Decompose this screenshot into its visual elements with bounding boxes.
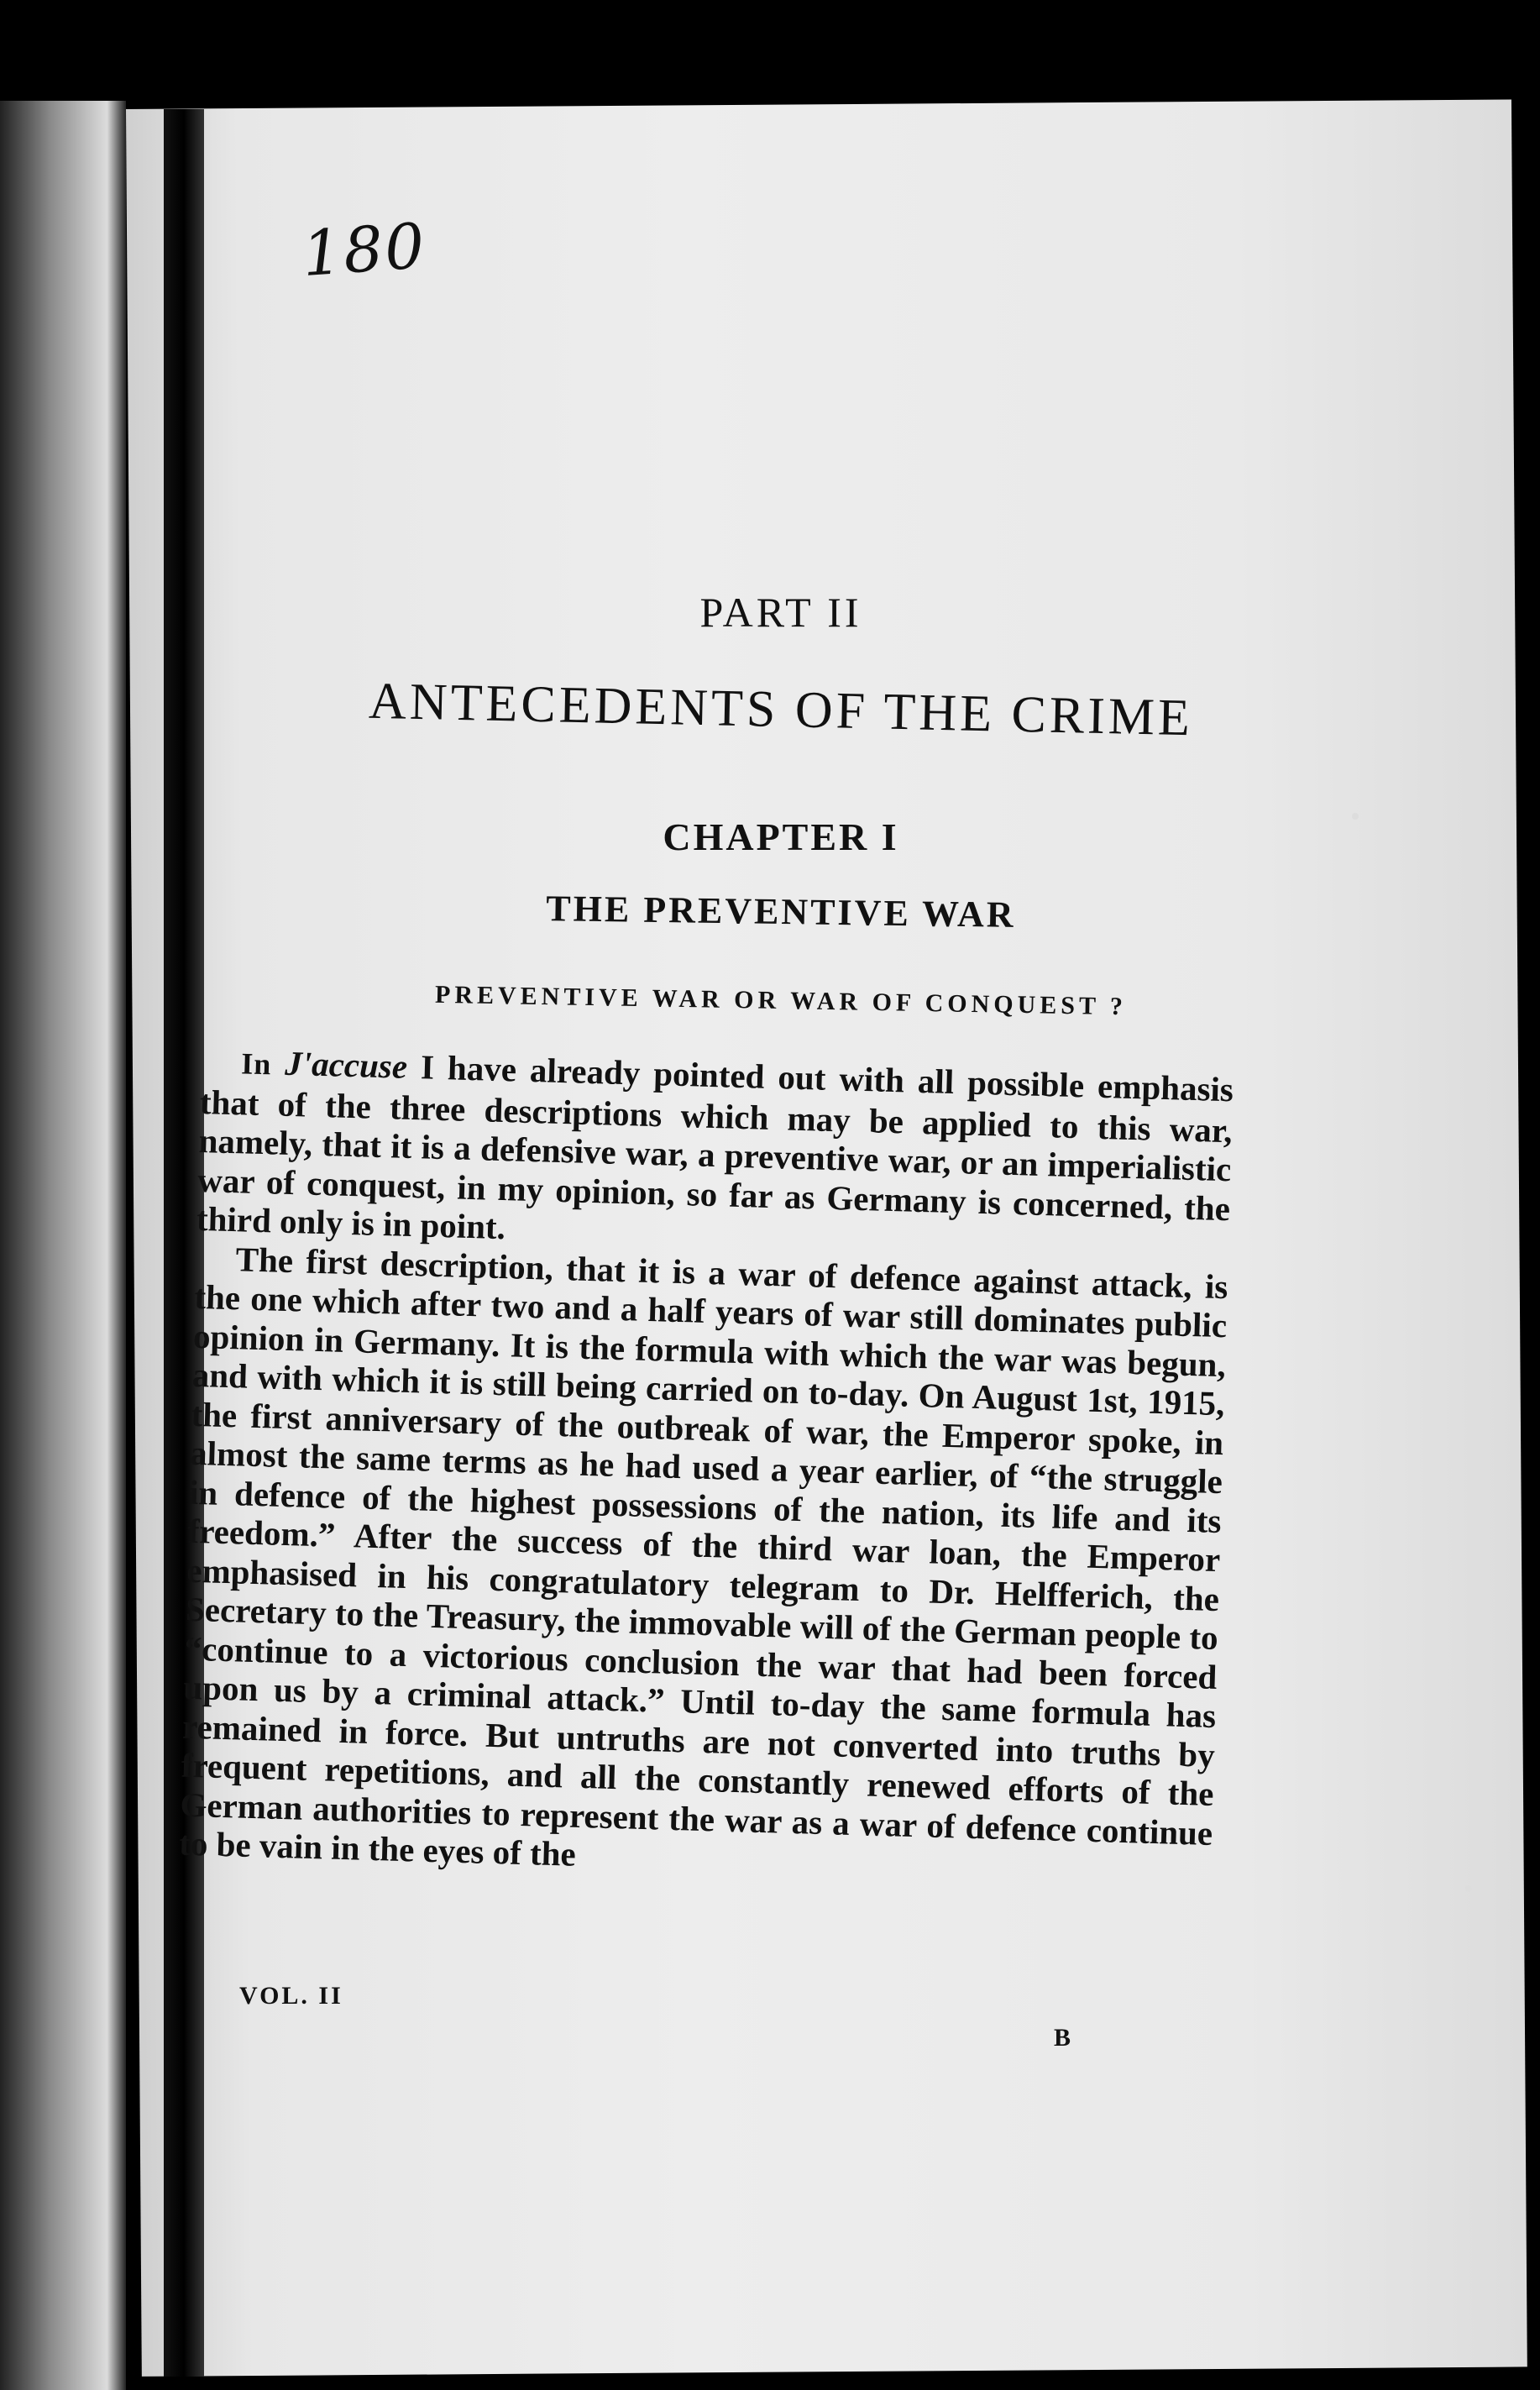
handwritten-folio-number: 180 [300,209,429,291]
paragraph-2: The first description, that it is a war of defence against attack, is the one which after two and a half years of war still dominates public opinion in Germany. It is the formula with which the war was begun, and with which it is still being carried on to-day. On August 1st, 1915, the first anniversary of the outbreak of war, the Emperor spoke, in almost the same terms as he had used a year earlier, of “the struggle in defence of the highest possessions of the nation, its life and its freedom.” After the success of the third war loan, the Emperor emphasised in his congratulatory telegram to Dr. Helfferich, the Secretary to the Treasury, the immovable will of the German people to “continue to a victorious conclusion the war that had been forced upon us by a criminal attack.” Until to-day the same formula has remained in force. But untruths are not converted into truths by frequent repetitions, and all the constantly renewed efforts of the German authorities to represent the war as a war of defence continue to be vain in the eyes of the [178,1239,1228,1874]
section-heading: PREVENTIVE WAR OR WAR OF CONQUEST ? [434,980,1128,1021]
paragraph-1-text: I have already pointed out with all possible emphasis that of the three descriptions which may be applied to this war, namely, that it is a defensive war, a preventive war, or an imperialistic war of conquest, in my opinion, so far as Germany is concerned, the third only is in point. [196,1046,1234,1247]
paragraph-1 [196,1041,1234,1267]
chapter-title: THE PREVENTIVE WAR [546,888,1016,936]
paragraph-lead-cap: In [240,1046,272,1082]
paragraph-lead-italic: J'accuse [284,1043,408,1086]
part-title: ANTECEDENTS OF THE CRIME [368,672,1194,747]
dust-speck [1465,1885,1472,1892]
body-text [179,1041,1234,1891]
signature-mark: B [1054,2024,1071,2052]
chapter-heading: CHAPTER I [663,815,899,858]
dust-speck [1352,813,1359,820]
part-heading: PART II [699,589,862,636]
left-page-edge [0,101,126,2390]
volume-footer: VOL. II [239,1982,343,2010]
